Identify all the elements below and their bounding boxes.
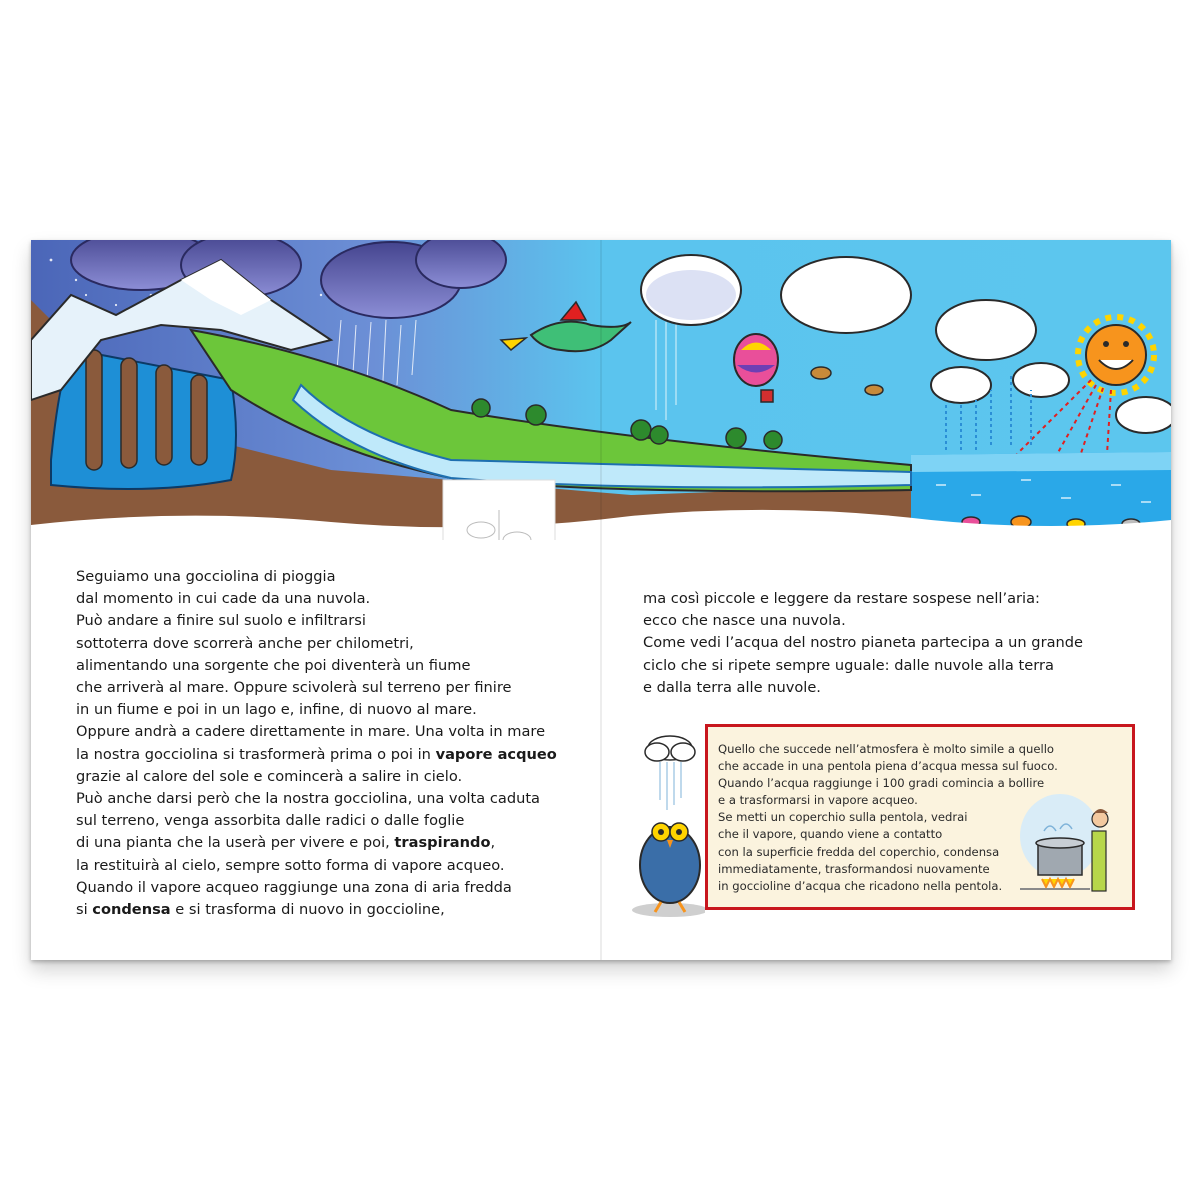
paragraph-line: Come vedi l’acqua del nostro pianeta partecipa a un grande: [643, 634, 1084, 652]
book-spread: [31, 240, 1171, 960]
owl-with-rain-cloud: [625, 730, 705, 920]
term-traspirando: traspirando: [394, 834, 491, 852]
info-box-text: [718, 741, 1058, 895]
paragraph-line: Oppure andrà a cadere direttamente in mare. Una volta in mare: [76, 723, 546, 741]
plant-sketch-inset: [443, 480, 555, 540]
info-line: in goccioline d’acqua che ricadono nella pentola.: [718, 878, 1003, 893]
paragraph-line: Seguiamo una gocciolina di pioggia: [76, 568, 336, 585]
right-text-column: [643, 588, 1143, 699]
info-line: Quello che succede nell’atmosfera è molto simile a quello: [718, 742, 1055, 756]
paragraph-line: sottoterra dove scorrerà anche per chilometri,: [76, 634, 414, 652]
paragraph-line: Quando il vapore acqueo raggiunge una zona di aria fredda: [76, 878, 512, 896]
info-line: Quando l’acqua raggiunge i 100 gradi comincia a bollire: [718, 776, 1045, 791]
info-box: [705, 724, 1135, 910]
paragraph-line: la restituirà al cielo, sempre sotto forma di vapore acqueo.: [76, 856, 505, 874]
paragraph-line: ecco che nasce una nuvola.: [643, 612, 846, 630]
paragraph-line: ma così piccole e leggere da restare sospese nell’aria:: [643, 590, 1040, 607]
paragraph-line: si condensa e si trasforma di nuovo in goccioline,: [76, 901, 445, 919]
paragraph-line: grazie al calore del sole e comincerà a salire in cielo.: [76, 767, 463, 785]
info-line: con la superficie fredda del coperchio, condensa: [718, 844, 1000, 859]
paragraph-line: alimentando una sorgente che poi diventerà un fiume: [76, 656, 471, 674]
paragraph-line: e dalla terra alle nuvole.: [643, 678, 821, 696]
paragraph-line: Può andare a finire sul suolo e infiltrarsi: [76, 612, 366, 630]
paragraph-line: dal momento in cui cade da una nuvola.: [76, 590, 371, 608]
term-vapore-acqueo: vapore acqueo: [435, 745, 557, 763]
book-spine: [600, 240, 602, 960]
paragraph-line: la nostra gocciolina si trasformerà prima o poi in vapore acqueo: [76, 745, 557, 763]
info-line: che il vapore, quando viene a contatto: [718, 827, 943, 842]
info-line: che accade in una pentola piena d’acqua messa sul fuoco.: [718, 759, 1058, 774]
left-text-column: [76, 566, 576, 921]
boiling-pot-illustration: [1020, 791, 1118, 895]
info-line: e a trasformarsi in vapore acqueo.: [718, 793, 918, 808]
paragraph-line: ciclo che si ripete sempre uguale: dalle nuvole alla terra: [643, 656, 1054, 674]
paragraph-line: che arriverà al mare. Oppure scivolerà sul terreno per finire: [76, 679, 512, 697]
paragraph-line: di una pianta che la userà per vivere e poi, traspirando,: [76, 834, 496, 852]
info-line: immediatamente, trasformandosi nuovamente: [718, 861, 990, 876]
paragraph-line: in un fiume e poi in un lago e, infine, di nuovo al mare.: [76, 701, 477, 719]
term-condensa: condensa: [92, 901, 171, 919]
paragraph-line: Può anche darsi però che la nostra gocciolina, una volta caduta: [76, 790, 540, 808]
info-line: Se metti un coperchio sulla pentola, vedrai: [718, 810, 968, 825]
paragraph-line: sul terreno, venga assorbita dalle radici o dalle foglie: [76, 812, 465, 830]
